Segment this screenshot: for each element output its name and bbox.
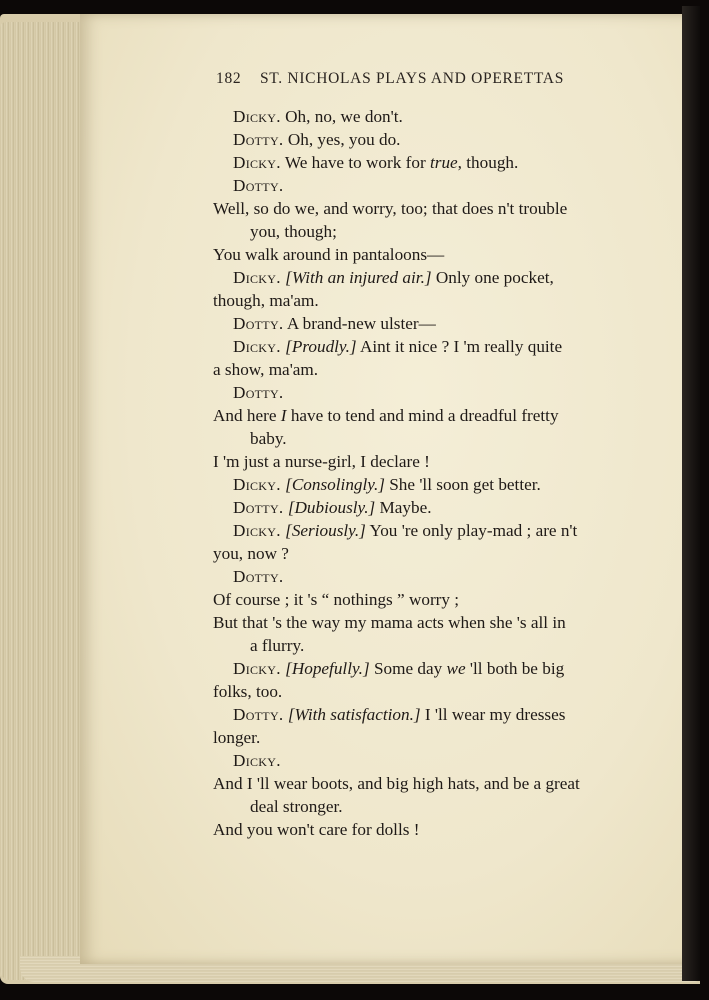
line-text: And here [213, 406, 281, 425]
line-text: though, ma'am. [213, 291, 319, 310]
running-title: ST. NICHOLAS PLAYS AND OPERETTAS [259, 70, 565, 87]
line-text: Oh, yes, you do. [287, 130, 401, 149]
verse-line [250, 635, 304, 657]
speaker-name: Dotty. [233, 567, 284, 586]
line-text: a flurry. [250, 636, 305, 655]
speaker-name: Dicky. [233, 475, 281, 494]
line-text: And I 'll wear boots, and big high hats, and be a great [213, 774, 580, 793]
dialogue-line [233, 566, 284, 588]
speaker-name: Dicky. [233, 107, 281, 126]
stage-direction: [With an injured air.] [285, 268, 432, 287]
dialogue-line [233, 382, 284, 404]
line-text: 'll both be big [465, 659, 565, 678]
emphasis-text: we [446, 659, 466, 678]
dialogue-line [233, 336, 562, 358]
line-text: Some day [373, 659, 447, 678]
dialogue-line [233, 152, 518, 174]
speaker-name: Dotty. [233, 130, 284, 149]
line-text: baby. [250, 429, 287, 448]
verse-line [213, 773, 580, 795]
speaker-name: Dicky. [233, 659, 281, 678]
dialogue-line [213, 290, 319, 312]
dialogue-line [233, 497, 432, 519]
line-text: Of course ; it 's “ nothings ” worry ; [213, 590, 460, 609]
line-text: you, now ? [213, 544, 289, 563]
dialogue-line [213, 359, 318, 381]
page-number: 182 [216, 70, 242, 87]
dialogue-line [213, 681, 282, 703]
dialogue-line [233, 704, 565, 726]
speaker-name: Dotty. [233, 314, 284, 333]
speaker-name: Dotty. [233, 383, 284, 402]
dialogue-line [233, 313, 436, 335]
speaker-name: Dicky. [233, 153, 281, 172]
dialogue-line [233, 129, 400, 151]
line-text: We have to work for [284, 153, 430, 172]
line-text: But that 's the way my mama acts when she 's all in [213, 613, 566, 632]
verse-line [213, 451, 430, 473]
verse-line [213, 198, 567, 220]
line-text: Well, so do we, and worry, too; that does n't trouble [213, 199, 568, 218]
line-text: folks, too. [213, 682, 283, 701]
speaker-name: Dotty. [233, 498, 284, 517]
line-text: You 're only play-mad ; are n't [369, 521, 578, 540]
line-text: And you won't care for dolls ! [213, 820, 420, 839]
dialogue-line [213, 727, 260, 749]
dialogue-line [233, 750, 281, 772]
verse-line [213, 405, 559, 427]
line-text: Only one pocket, [435, 268, 554, 287]
speaker-name: Dicky. [233, 751, 281, 770]
line-text: a show, ma'am. [213, 360, 319, 379]
line-text: I 'm just a nurse-girl, I declare ! [213, 452, 430, 471]
line-text: Maybe. [379, 498, 432, 517]
verse-line [213, 244, 444, 266]
speaker-name: Dotty. [233, 705, 284, 724]
line-text: have to tend and mind a dreadful fretty [286, 406, 559, 425]
verse-line [213, 819, 419, 841]
dialogue-line [213, 543, 289, 565]
speaker-name: Dicky. [233, 268, 281, 287]
line-text: I 'll wear my dresses [424, 705, 566, 724]
stage-direction: [Dubiously.] [287, 498, 376, 517]
verse-line [213, 612, 566, 634]
dialogue-line [233, 658, 564, 680]
page-edges-left [0, 22, 88, 980]
running-head [216, 70, 616, 88]
stage-direction: [Seriously.] [285, 521, 366, 540]
stage-direction: [Consolingly.] [285, 475, 385, 494]
verse-line [213, 589, 459, 611]
line-text: longer. [213, 728, 261, 747]
line-text: She 'll soon get better. [389, 475, 541, 494]
line-text: Oh, no, we don't. [285, 107, 403, 126]
stage-direction: [Hopefully.] [285, 659, 370, 678]
dialogue-line [233, 474, 541, 496]
line-text: you, though; [250, 222, 337, 241]
stage-direction: [Proudly.] [285, 337, 357, 356]
speaker-name: Dotty. [233, 176, 284, 195]
verse-line [250, 428, 287, 450]
dialogue-line [233, 520, 577, 542]
verse-line [250, 221, 337, 243]
line-text: Aint it nice ? I 'm really quite [359, 337, 563, 356]
emphasis-text: true [429, 153, 458, 172]
verse-line [250, 796, 343, 818]
dialogue-line [233, 267, 554, 289]
speaker-name: Dicky. [233, 337, 281, 356]
line-text: , though. [457, 153, 519, 172]
line-text: A brand-new ulster— [286, 314, 436, 333]
dialogue-line [233, 175, 284, 197]
dialogue-line [233, 106, 403, 128]
speaker-name: Dicky. [233, 521, 281, 540]
line-text: You walk around in pantaloons— [213, 245, 445, 264]
stage-direction: [With satisfaction.] [287, 705, 421, 724]
emphasis-text: I [280, 406, 287, 425]
book-binding [682, 6, 700, 981]
line-text: deal stronger. [250, 797, 343, 816]
